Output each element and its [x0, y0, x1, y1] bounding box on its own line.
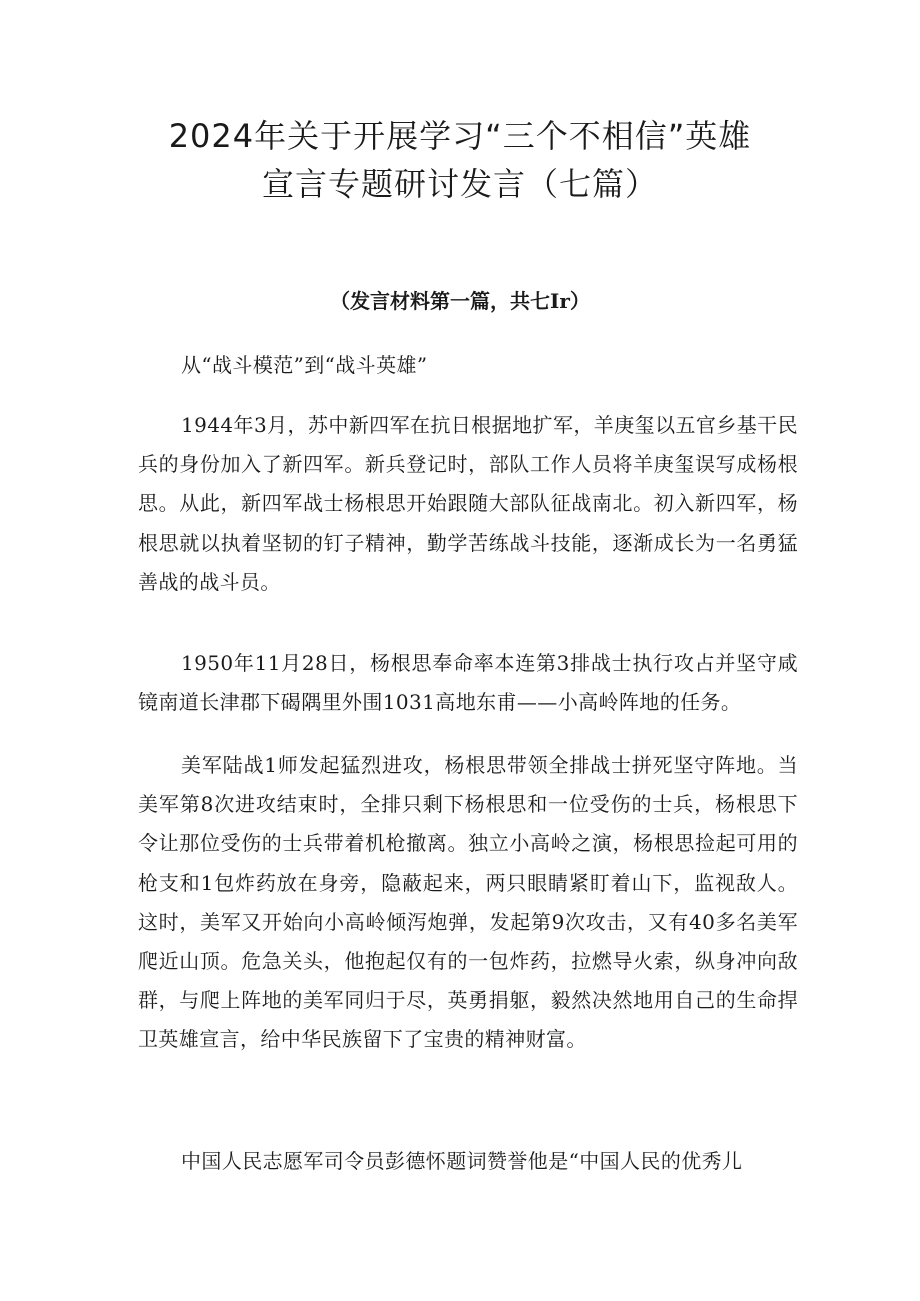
- paragraph-2: 1950年11月28日，杨根思奉命率本连第3排战士执行攻占并坚守咸镜南道长津郡下碣隅里外围1031高地东甫——小高岭阵地的任务。: [138, 651, 798, 715]
- paragraph-1: 1944年3月，苏中新四军在抗日根据地扩军，羊庚玺以五官乡基干民兵的身份加入了新四军。新兵登记时，部队工作人员将羊庚玺误写成杨根思。从此，新四军战士杨根思开始跟随大部队征战南北。初入新四军，杨根思就以执着坚韧的钉子精神，勤学苦练战斗技能，逐渐成长为一名勇猛善战的战斗员。: [138, 413, 798, 594]
- paragraph-4: 中国人民志愿军司令员彭德怀题词赞誉他是“中国人民的优秀儿: [181, 1149, 743, 1173]
- paragraph-3: 美军陆战1师发起猛烈进攻，杨根思带领全排战士拼死坚守阵地。当美军第8次进攻结束时，全排只剩下杨根思和一位受伤的士兵，杨根思下令让那位受伤的士兵带着机枪撤离。独立小高岭之演，杨根思捡起可用的枪支和1包炸药放在身旁，隐蔽起来，两只眼睛紧盯着山下，监视敌人。这时，美军又开始向小高岭倾泻炮弹，发起第9次攻击，又有40多名美军爬近山顶。危急关头，他抱起仅有的一包炸药，拉燃导火索，纵身冲向敌群，与爬上阵地的美军同归于尽，英勇捐躯，毅然决然地用自己的生命捍卫英雄宣言，给中华民族留下了宝贵的精神财富。: [138, 753, 798, 1052]
- document-title: [100, 112, 820, 208]
- title-line-1: 2024年关于开展学习“三个不相信”英雄: [168, 117, 752, 155]
- title-line-2: 宣言专题研讨发言（七篇）: [261, 165, 658, 203]
- section-heading: 从“战斗模范”到“战斗英雄”: [181, 353, 428, 377]
- document-subtitle: （发言材料第一篇，共七Ir）: [330, 289, 590, 313]
